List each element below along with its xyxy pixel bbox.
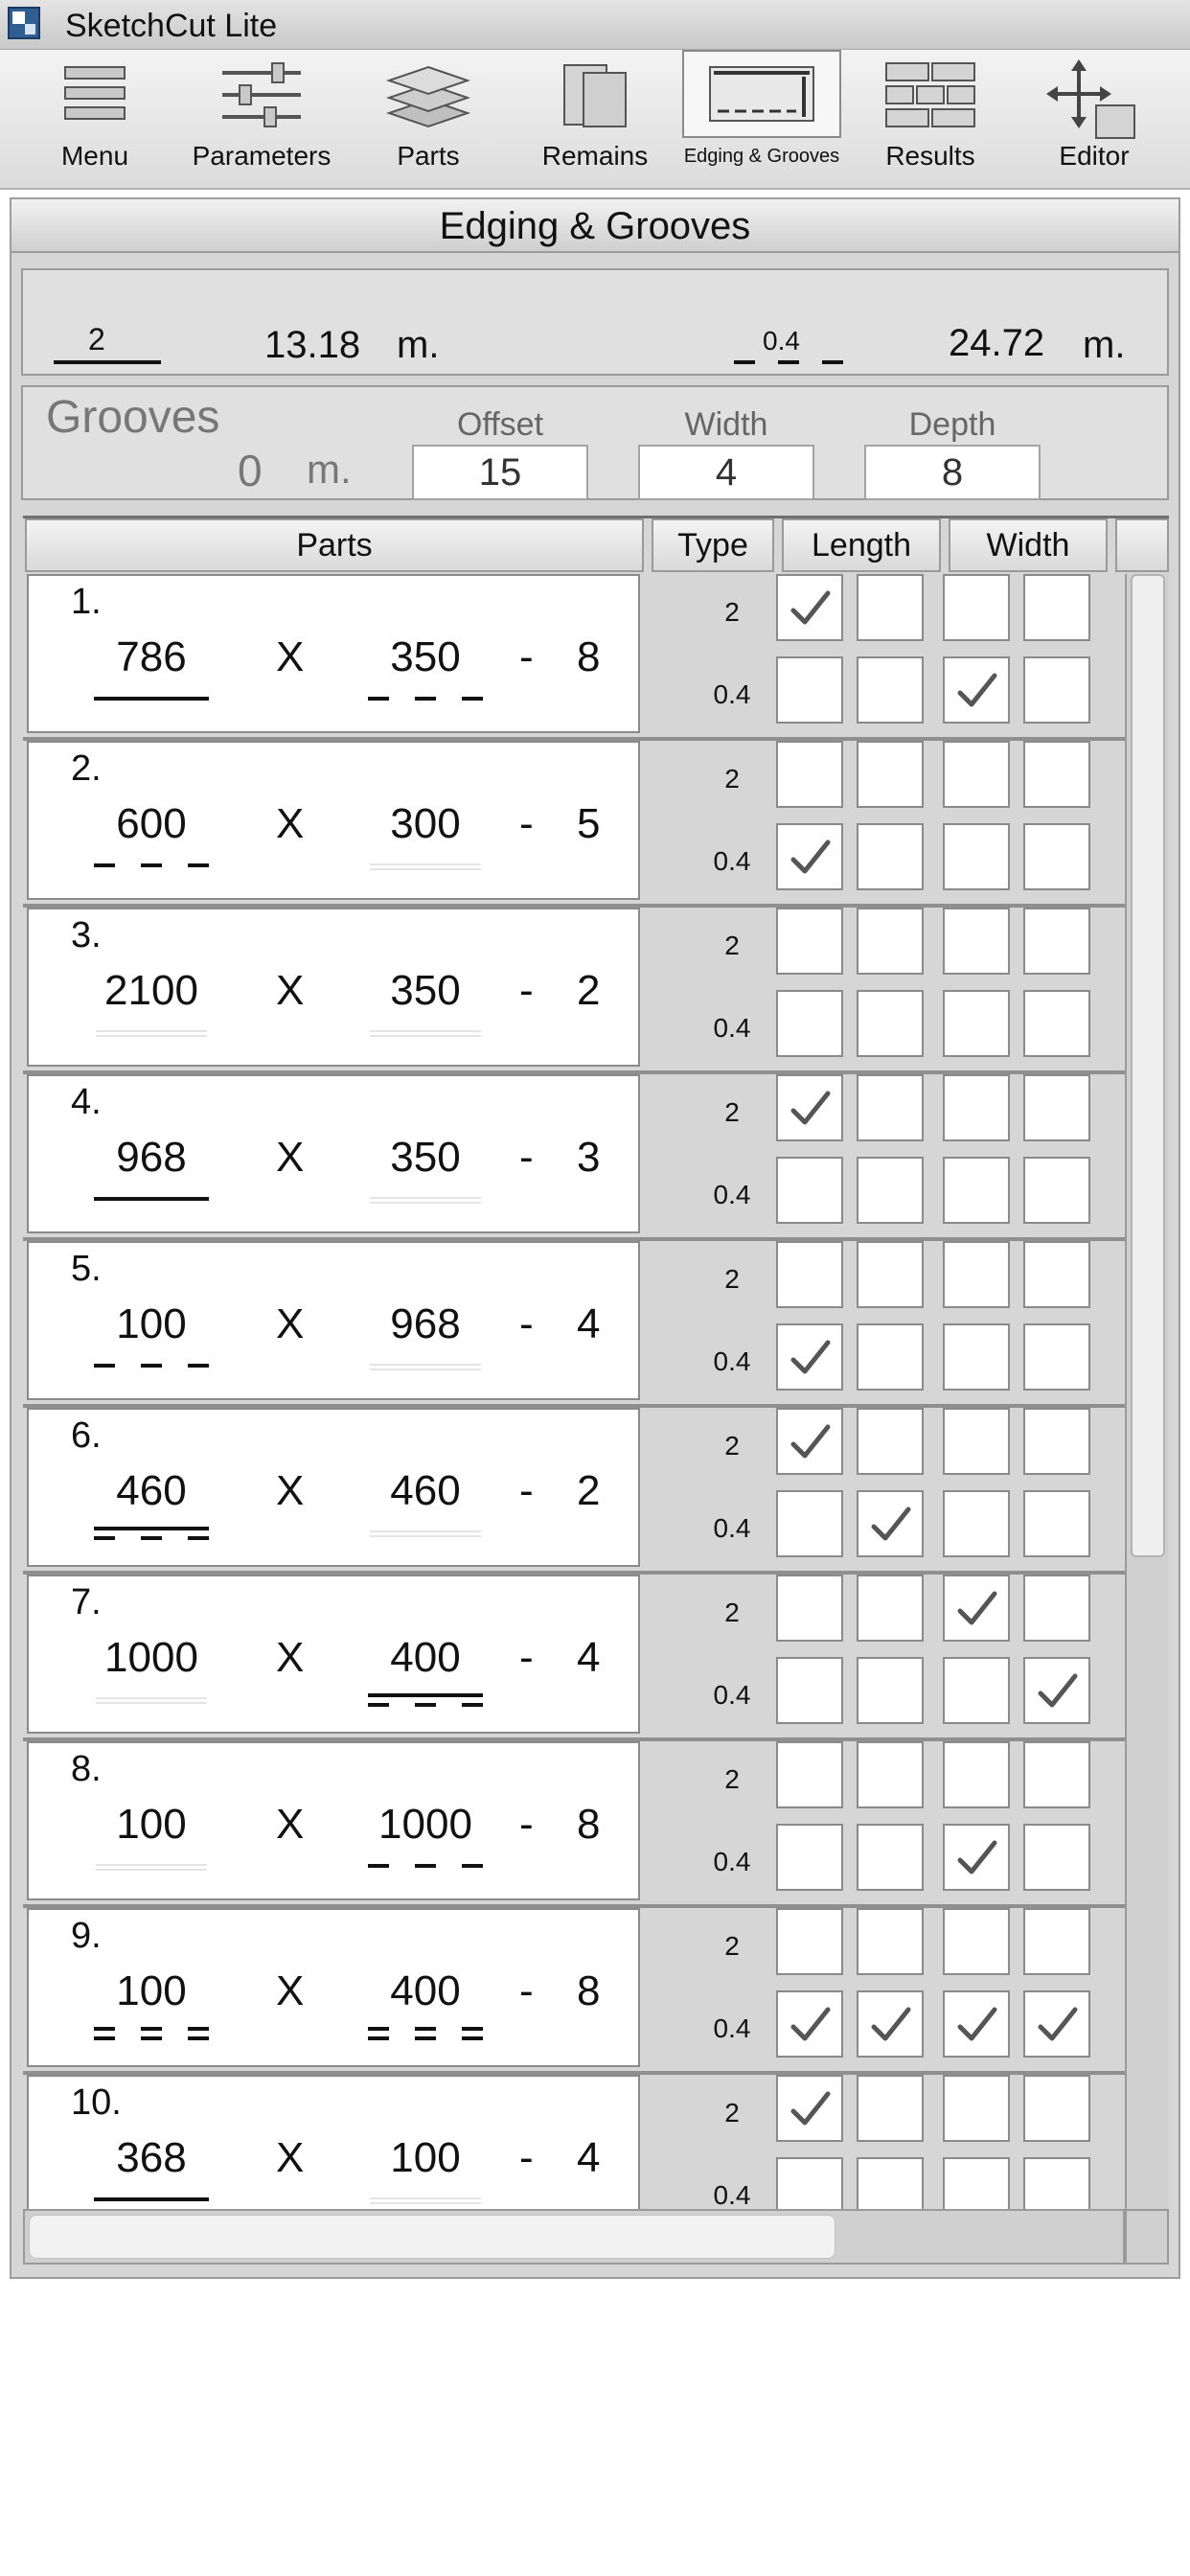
vertical-scrollbar[interactable] [1125,574,1169,2209]
width-a-thin-checkbox[interactable] [943,1490,1010,1557]
type-thin-label: 0.4 [713,1013,751,1043]
width-b-thin-checkbox[interactable] [1023,1990,1090,2058]
width-column-header[interactable]: Width [949,518,1108,572]
part-length: 368 [116,2134,187,2181]
length-a-thick-checkbox[interactable] [776,741,843,808]
type-thick-label: 2 [724,1097,740,1127]
checkmark-icon [952,666,1002,716]
table-row [23,741,1127,908]
dimension-separator: X [276,1134,305,1181]
menu-icon [61,59,128,126]
edging-totals [21,268,1169,376]
groove-width-input[interactable] [638,445,814,500]
table-row [23,1408,1127,1575]
part-card[interactable] [27,1408,640,1567]
length-a-thick-checkbox[interactable] [776,1408,843,1475]
dimension-separator: X [276,967,305,1014]
width-a-thin-checkbox[interactable] [943,1990,1010,2058]
length-b-thin-checkbox[interactable] [857,1157,924,1224]
dimension-separator: X [276,633,305,680]
width-b-thin-checkbox[interactable] [1023,990,1090,1057]
type-thin-label: 0.4 [713,1847,751,1876]
thin-edge-label: 0.4 [763,326,800,356]
part-quantity: 8 [577,1967,601,2014]
part-card[interactable] [27,1575,640,1734]
edging-icon [704,59,819,126]
part-length: 968 [116,1134,187,1181]
part-width: 350 [390,1134,461,1181]
part-quantity: 5 [577,800,601,847]
length-edge-indicator [94,856,209,879]
length-a-thick-checkbox[interactable] [776,1074,843,1141]
length-a-thin-checkbox[interactable] [776,1657,843,1724]
part-number: 6. [71,1415,102,1456]
checkmark-icon [786,2000,835,2050]
length-b-thin-checkbox[interactable] [857,1824,924,1891]
length-b-thick-checkbox[interactable] [857,908,924,975]
thin-edge-total: 24.72 [949,322,1045,364]
table-rows [23,574,1127,2209]
length-a-thin-checkbox[interactable] [776,2157,843,2209]
width-b-thick-checkbox[interactable] [1023,574,1090,641]
vertical-scroll-thumb[interactable] [1131,574,1165,1557]
checkmark-icon [786,1333,835,1383]
length-edge-indicator [94,1690,209,1713]
length-b-thin-checkbox[interactable] [857,823,924,890]
dashed-edge-line-icon [734,358,847,366]
length-a-thick-checkbox[interactable] [776,2075,843,2142]
width-a-thick-checkbox[interactable] [943,574,1010,641]
part-number: 10. [71,2082,122,2123]
width-a-thin-checkbox[interactable] [943,656,1010,724]
part-quantity: 2 [577,967,601,1014]
solid-edge-line-icon [54,358,161,366]
width-a-thick-checkbox[interactable] [943,908,1010,975]
part-quantity: 2 [577,1467,601,1514]
toolbar-edging-button[interactable] [682,50,841,190]
part-card[interactable] [27,574,640,733]
toolbar-menu-label: Menu [60,141,129,171]
length-b-thick-checkbox[interactable] [857,1741,924,1808]
width-b-thin-checkbox[interactable] [1023,1657,1090,1724]
grooves-total: 0 [238,446,263,495]
width-edge-indicator [368,1023,483,1046]
part-card[interactable] [27,1241,640,1400]
length-b-thin-checkbox[interactable] [857,990,924,1057]
toolbar-results-button[interactable] [874,50,987,190]
width-b-thick-checkbox[interactable] [1023,741,1090,808]
type-thin-label: 0.4 [713,846,751,876]
type-thin-label: 0.4 [713,679,751,709]
quantity-separator: - [519,800,534,847]
width-b-thick-checkbox[interactable] [1023,1575,1090,1642]
grooves-section [21,385,1169,500]
part-quantity: 4 [577,1300,601,1347]
width-b-thin-checkbox[interactable] [1023,656,1090,724]
width-b-thick-checkbox[interactable] [1023,2075,1090,2142]
length-edge-indicator [94,689,209,712]
part-card[interactable] [27,1908,640,2067]
thin-edge-unit: m. [1083,324,1126,366]
width-edge-indicator [368,2023,483,2046]
checkmark-icon [786,833,835,883]
length-a-thin-checkbox[interactable] [776,1490,843,1557]
width-b-thin-checkbox[interactable] [1023,1824,1090,1891]
part-number: 3. [71,915,102,955]
width-edge-indicator [368,689,483,712]
width-a-thin-checkbox[interactable] [943,1323,1010,1391]
length-b-thick-checkbox[interactable] [857,741,924,808]
length-edge-indicator [94,1523,209,1546]
table-row [23,574,1127,741]
checkmark-icon [952,1584,1002,1634]
width-a-thin-checkbox[interactable] [943,1824,1010,1891]
checkmark-icon [1033,2000,1083,2050]
depth-input[interactable] [864,445,1041,500]
length-a-thick-checkbox[interactable] [776,908,843,975]
width-a-thick-checkbox[interactable] [943,2075,1010,2142]
width-b-thick-checkbox[interactable] [1023,1908,1090,1975]
part-length: 100 [116,1801,187,1848]
toolbar-results-label: Results [885,141,975,171]
part-number: 5. [71,1249,102,1289]
part-number: 8. [71,1749,102,1789]
quantity-separator: - [519,633,534,680]
remains-icon [559,59,631,130]
offset-label: Offset [456,406,544,443]
table-row [23,1741,1127,1908]
length-b-thick-checkbox[interactable] [857,2075,924,2142]
length-b-thick-checkbox[interactable] [857,1575,924,1642]
part-card[interactable] [27,1074,640,1233]
parts-edging-table [23,516,1169,2264]
length-a-thin-checkbox[interactable] [776,1323,843,1391]
length-b-thick-checkbox[interactable] [857,1408,924,1475]
length-a-thick-checkbox[interactable] [776,574,843,641]
checkmark-icon [786,1084,835,1134]
part-width: 400 [390,1634,461,1681]
app-logo-icon [8,7,40,39]
sliders-icon [218,59,305,130]
part-width: 300 [390,800,461,847]
checkmark-icon [866,2000,916,2050]
part-card[interactable] [27,2075,640,2209]
dimension-separator: X [276,2134,305,2181]
part-length: 600 [116,800,187,847]
toolbar-parts-button[interactable] [376,50,481,190]
type-thick-label: 2 [724,2098,740,2128]
quantity-separator: - [519,1634,534,1681]
length-b-thin-checkbox[interactable] [857,2157,924,2209]
part-length: 2100 [104,967,198,1014]
checkmark-icon [786,1417,835,1467]
length-b-thin-checkbox[interactable] [857,1990,924,2058]
type-thick-label: 2 [724,597,740,627]
part-width: 460 [390,1467,461,1514]
type-thick-label: 2 [724,1598,740,1627]
width-edge-indicator [368,1523,483,1546]
width-a-thin-checkbox[interactable] [943,990,1010,1057]
panel-header [11,199,1179,253]
width-edge-indicator [368,856,483,879]
part-quantity: 4 [577,1634,601,1681]
dimension-separator: X [276,800,305,847]
toolbar-parts-label: Parts [397,141,460,171]
move-icon [1046,59,1142,142]
part-number: 7. [71,1582,102,1622]
dimension-separator: X [276,1967,305,2014]
thick-edge-total: 13.18 [264,324,361,366]
horizontal-scroll-thumb[interactable] [29,2215,835,2259]
width-a-thin-checkbox[interactable] [943,1657,1010,1724]
toolbar-parameters-button[interactable] [188,50,335,190]
part-width: 100 [390,2134,461,2181]
length-edge-indicator [94,1189,209,1212]
part-quantity: 8 [577,1801,601,1848]
width-a-thick-checkbox[interactable] [943,1408,1010,1475]
part-length: 100 [116,1300,187,1347]
toolbar-remains-label: Remains [541,141,649,171]
toolbar-menu-button[interactable] [38,50,151,190]
width-b-thick-checkbox[interactable] [1023,1074,1090,1141]
length-edge-indicator [94,1023,209,1046]
checkmark-icon [866,1500,916,1550]
length-a-thick-checkbox[interactable] [776,1741,843,1808]
extra-column-header [1115,518,1169,572]
quantity-separator: - [519,1801,534,1848]
offset-input[interactable] [412,445,588,500]
part-width: 968 [390,1300,461,1347]
grooves-unit: m. [307,447,352,492]
length-b-thin-checkbox[interactable] [857,1323,924,1391]
length-a-thin-checkbox[interactable] [776,656,843,724]
checkmark-icon [952,1833,1002,1883]
part-number: 2. [71,748,102,789]
table-row [23,1908,1127,2075]
checkmark-icon [786,2084,835,2134]
length-a-thick-checkbox[interactable] [776,1908,843,1975]
table-header [23,518,1169,572]
width-edge-indicator [368,1356,483,1379]
part-card[interactable] [27,741,640,900]
length-a-thin-checkbox[interactable] [776,990,843,1057]
edging-grooves-panel [10,197,1180,2279]
table-row [23,1241,1127,1408]
thick-edge-label: 2 [88,322,105,356]
type-thick-label: 2 [724,1764,740,1794]
length-b-thin-checkbox[interactable] [857,1657,924,1724]
part-width: 350 [390,633,461,680]
part-width: 400 [390,1967,461,2014]
width-b-thin-checkbox[interactable] [1023,1157,1090,1224]
width-edge-indicator [368,1189,483,1212]
width-b-thin-checkbox[interactable] [1023,823,1090,890]
type-thick-label: 2 [724,764,740,794]
width-a-thin-checkbox[interactable] [943,823,1010,890]
part-number: 4. [71,1082,102,1122]
type-thick-label: 2 [724,1931,740,1961]
dimension-separator: X [276,1634,305,1681]
width-a-thin-checkbox[interactable] [943,2157,1010,2209]
layers-icon [385,59,471,130]
quantity-separator: - [519,1134,534,1181]
width-edge-indicator [368,2190,483,2209]
type-thin-label: 0.4 [713,2013,751,2043]
part-number: 1. [71,582,102,622]
grooves-title: Grooves [46,392,220,443]
dimension-separator: X [276,1467,305,1514]
length-edge-indicator [94,1356,209,1379]
length-b-thick-checkbox[interactable] [857,574,924,641]
width-b-thick-checkbox[interactable] [1023,1408,1090,1475]
quantity-separator: - [519,1300,534,1347]
type-thin-label: 0.4 [713,1513,751,1543]
part-quantity: 8 [577,633,601,680]
length-edge-indicator [94,2023,209,2046]
width-b-thick-checkbox[interactable] [1023,1241,1090,1308]
width-a-thick-checkbox[interactable] [943,1908,1010,1975]
table-row [23,908,1127,1074]
width-a-thick-checkbox[interactable] [943,741,1010,808]
table-row [23,1575,1127,1741]
toolbar-parameters-label: Parameters [192,141,332,171]
width-edge-indicator [368,1856,483,1879]
part-length: 460 [116,1467,187,1514]
width-a-thick-checkbox[interactable] [943,1741,1010,1808]
length-column-header[interactable]: Length [782,518,941,572]
type-thin-label: 0.4 [713,1346,751,1376]
length-b-thick-checkbox[interactable] [857,1074,924,1141]
type-thin-label: 0.4 [713,1680,751,1710]
length-edge-indicator [94,1856,209,1879]
type-thick-label: 2 [724,931,740,960]
checkmark-icon [1033,1667,1083,1716]
checkmark-icon [786,584,835,633]
length-a-thin-checkbox[interactable] [776,1824,843,1891]
type-thin-label: 0.4 [713,1180,751,1209]
toolbar-remains-button[interactable] [533,50,657,190]
part-card[interactable] [27,908,640,1067]
width-a-thick-checkbox[interactable] [943,1575,1010,1642]
width-b-thick-checkbox[interactable] [1023,1741,1090,1808]
panel-title: Edging & Grooves [439,205,751,247]
toolbar-editor-button[interactable] [1041,50,1148,190]
width-a-thin-checkbox[interactable] [943,1157,1010,1224]
length-a-thick-checkbox[interactable] [776,1241,843,1308]
length-a-thick-checkbox[interactable] [776,1575,843,1642]
width-b-thin-checkbox[interactable] [1023,2157,1090,2209]
quantity-separator: - [519,1967,534,2014]
length-a-thin-checkbox[interactable] [776,1990,843,2058]
depth-label: Depth [908,406,996,443]
part-length: 786 [116,633,187,680]
horizontal-scrollbar[interactable] [23,2209,1125,2265]
part-number: 9. [71,1916,102,1956]
dimension-separator: X [276,1300,305,1347]
table-row [23,2075,1127,2209]
length-b-thick-checkbox[interactable] [857,1908,924,1975]
quantity-separator: - [519,1467,534,1514]
width-b-thin-checkbox[interactable] [1023,1323,1090,1391]
toolbar-edging-label: Edging & Grooves [683,146,840,167]
main-toolbar [0,50,1190,190]
thick-edge-unit: m. [397,324,440,366]
dimension-separator: X [276,1801,305,1848]
scroll-corner [1125,2209,1169,2265]
title-bar [0,0,1190,50]
length-b-thin-checkbox[interactable] [857,1490,924,1557]
length-edge-indicator [94,2190,209,2209]
length-b-thick-checkbox[interactable] [857,1241,924,1308]
parts-column-header[interactable]: Parts [25,518,644,572]
type-thick-label: 2 [724,1431,740,1460]
toolbar-editor-label: Editor [1059,141,1130,171]
type-thin-label: 0.4 [713,2180,751,2209]
groove-width-label: Width [684,406,768,443]
part-quantity: 4 [577,2134,601,2181]
width-a-thick-checkbox[interactable] [943,1241,1010,1308]
part-length: 1000 [104,1634,198,1681]
part-card[interactable] [27,1741,640,1900]
length-a-thin-checkbox[interactable] [776,1157,843,1224]
part-quantity: 3 [577,1134,601,1181]
results-icon [882,59,978,130]
type-column-header[interactable]: Type [652,518,774,572]
width-a-thick-checkbox[interactable] [943,1074,1010,1141]
table-row [23,1074,1127,1241]
quantity-separator: - [519,967,534,1014]
app-title: SketchCut Lite [65,8,278,44]
length-b-thin-checkbox[interactable] [857,656,924,724]
part-length: 100 [116,1967,187,2014]
checkmark-icon [952,2000,1002,2050]
width-b-thick-checkbox[interactable] [1023,908,1090,975]
length-a-thin-checkbox[interactable] [776,823,843,890]
part-width: 1000 [378,1801,472,1848]
part-width: 350 [390,967,461,1014]
type-thick-label: 2 [724,1264,740,1294]
quantity-separator: - [519,2134,534,2181]
width-b-thin-checkbox[interactable] [1023,1490,1090,1557]
width-edge-indicator [368,1690,483,1713]
